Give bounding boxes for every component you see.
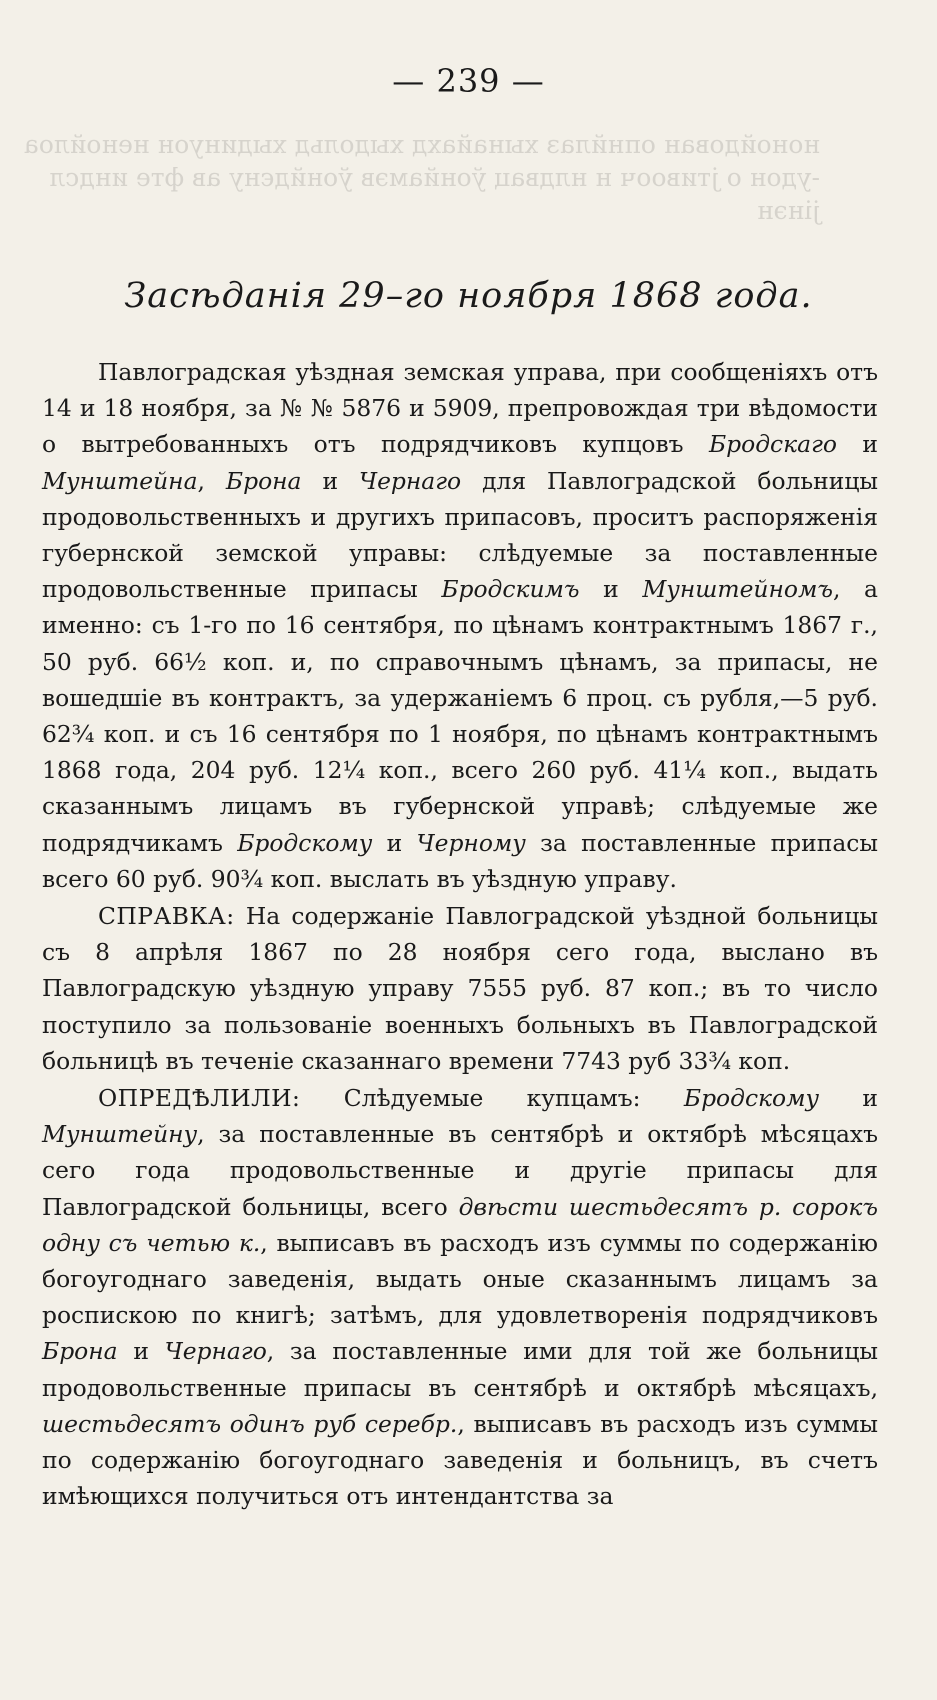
italic-name: двѣсти шестьдесятъ р. сорокъ одну съ четью к. xyxy=(42,1192,878,1257)
italic-name: Бродскаго xyxy=(708,430,837,459)
text-run: и xyxy=(372,828,417,857)
text-run: , выписавъ въ расходъ изъ суммы по содержанію богоугоднаго заведенія, выдать оные сказаннымъ лицамъ за роспискою по книгѣ; затѣмъ, для удовлетворенія подрядчиковъ xyxy=(42,1228,878,1330)
section-label: СПРАВКА: xyxy=(98,902,235,931)
italic-name: Бродскимъ xyxy=(441,575,580,604)
text-run: Слѣдуемые купцамъ: xyxy=(300,1084,684,1113)
paragraph xyxy=(42,1080,878,1514)
section-label: ОПРЕДѢЛИЛИ: xyxy=(98,1084,301,1113)
bleed-through-text xyxy=(23,128,820,227)
text-run: На содержаніе Павлоградской уѣздной больницы съ 8 апрѣля 1867 по 28 ноября сего года, выслано въ Павлоградскую уѣздную управу 7555 руб. 87 коп.; въ то число поступило за пользованіе военныхъ больныхъ въ Павлоградской больницѣ въ теченіе сказаннаго времени 7743 руб 33¾ коп. xyxy=(42,902,878,1075)
paragraph xyxy=(42,354,878,897)
bleed-through-line: -удон о јтивооч н нлдвац ўонйамэв ўонйдєну ав фте индсл xyxy=(49,163,820,192)
text-run: и xyxy=(819,1084,879,1113)
text-run: и xyxy=(836,430,879,459)
text-run: для Павлоградской больницы продовольственныхъ и другихъ припасовъ, проситъ распоряженія губернской земской управы: слѣдуемые за поставленные продовольственные припасы xyxy=(42,466,878,604)
italic-name: Черному xyxy=(416,828,526,857)
italic-name: Мунштейномъ xyxy=(642,575,833,604)
italic-name: Бродскому xyxy=(237,828,373,857)
italic-name: Чернаго xyxy=(164,1337,267,1366)
italic-name: Мунштейну xyxy=(42,1120,198,1149)
text-run: , выписавъ въ расходъ изъ суммы по содержанію богоугоднаго заведенія и больницъ, въ счетъ имѣющихся получиться отъ интендантства за xyxy=(42,1409,878,1511)
bleed-through-line: јінэн xyxy=(756,196,820,225)
italic-name: Бродскому xyxy=(683,1084,820,1113)
text-run: , за поставленные ими для той же больницы продовольственные припасы въ сентябрѣ и октябрѣ мѣсяцахъ, xyxy=(42,1337,879,1402)
body-text xyxy=(42,354,878,1515)
text-run: за поставленные припасы всего 60 руб. 90¾ коп. выслать въ уѣздную управу. xyxy=(42,828,878,893)
italic-name: Брона xyxy=(42,1337,118,1366)
italic-name: шестьдесятъ одинъ руб серебр. xyxy=(42,1409,458,1438)
italic-name: Брона xyxy=(225,466,302,495)
text-run: и xyxy=(117,1337,165,1366)
paragraph xyxy=(42,898,878,1079)
text-run: , за поставленные въ сентябрѣ и октябрѣ мѣсяцахъ сего года продовольственные и другіе припасы для Павлоградской больницы, всего xyxy=(42,1120,878,1221)
text-run: , xyxy=(197,466,226,495)
page-number: — 239 — xyxy=(392,62,545,100)
text-run: и xyxy=(579,575,643,604)
session-heading: Засѣданія 29–го ноября 1868 года. xyxy=(124,276,813,316)
italic-name: Чернаго xyxy=(358,466,462,495)
bleed-through-line: нонойдован опнйлаз хынайахд хыдольд хыдинуон ненойлоа xyxy=(23,130,820,159)
italic-name: Мунштейна xyxy=(42,466,198,495)
text-run: , а именно: съ 1-го по 16 сентября, по цѣнамъ контрактнымъ 1867 г., 50 руб. 66½ коп. и, по справочнымъ цѣнамъ, за припасы, не вошедшіе въ контрактъ, за удержаніемъ 6 проц. съ рубля,—5 руб. 62¾ коп. и съ 16 сентября по 1 ноября, по цѣнамъ контрактнымъ 1868 года, 204 руб. 12¼ коп., всего 260 руб. 41¼ коп., выдать сказаннымъ лицамъ въ губернской управѣ; слѣдуемые же подрядчикамъ xyxy=(42,575,878,857)
text-run: Павлоградская уѣздная земская управа, при сообщеніяхъ отъ 14 и 18 ноября, за № № 5876 и 5909, препровождая три вѣдомости о вытребованныхъ отъ подрядчиковъ купцовъ xyxy=(42,358,878,459)
text-run: и xyxy=(301,466,359,495)
